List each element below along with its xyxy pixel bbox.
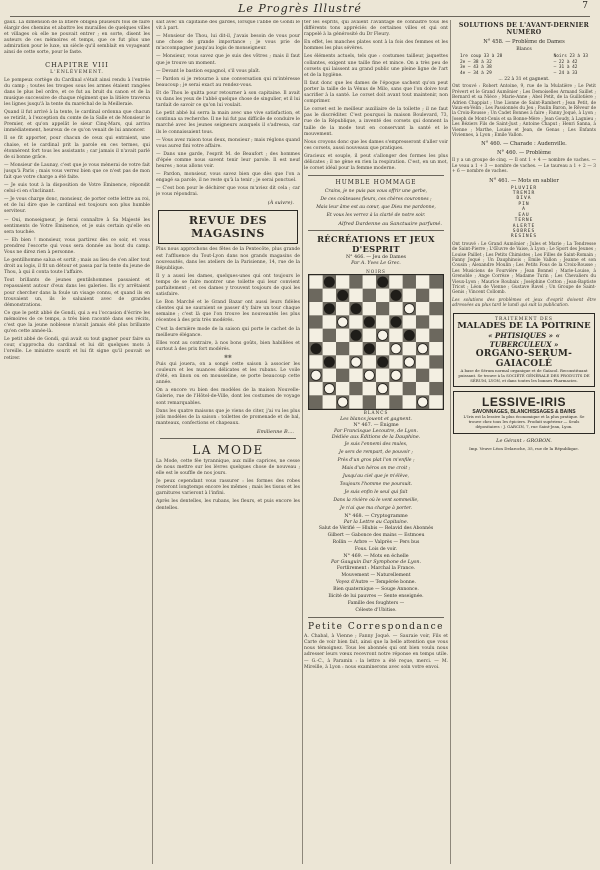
list-item: — 31 à 42 (553, 65, 578, 71)
board-square (376, 395, 389, 408)
board-square (389, 276, 402, 289)
board-square (349, 316, 362, 329)
advertisement-lessive-iris (453, 391, 595, 433)
board-square (349, 395, 362, 408)
board-square (389, 302, 402, 315)
list-item: Plus nous approchons des fêtes de la Pentecôte, plus grande est l'affluence du Tout-Lyon dans nos grands magasins de nouveautés, dans les ateliers de la Parisienne, 14, rue de la République. (156, 247, 300, 271)
list-item: SOBRES (512, 228, 536, 234)
list-item: Gilbert — Gabonce des mains — Estmoeu (327, 533, 425, 539)
list-item: — 22 à 42 (553, 59, 578, 65)
board-square (429, 395, 442, 408)
board-square (403, 276, 416, 289)
solutions-note: Les solutions des problèmes et jeux d'esprit doivent être adressées au plus tard le lundi qui suit la publication. (452, 297, 596, 309)
ad-body: L'Iris est la lessive la plus économique et la plus pratique. Se trouve chez tous les épiciers. Produit supérieur — Seuls dépositaires : J. GARCIN, 7, rue Saint-Jean, Lyon. (463, 414, 585, 430)
correspondance-title: Petite Correspondance (308, 622, 444, 633)
board-square (389, 329, 402, 342)
list-item: La Mode, cette fée tyrannique, aux mille caprices, ne cesse de nous mettre sur les lèvres quelques chose de nouveau ; elle est le souffle de nos jours. (156, 458, 300, 477)
board-square (403, 342, 416, 355)
ad-body: A base de Sérum normal organique et de Gaïacol. Reconstituant puissant. Se trouve à la SOCIÉTÉ GÉNÉRALE DES PRODUITS DE SÉRUM, LYON, et dans toutes les bonnes Pharmacies. (458, 368, 590, 383)
probleme2-title: N° 460. — Problème (497, 150, 551, 157)
black-piece (391, 290, 401, 300)
white-piece (364, 370, 374, 380)
ad-headline: MALADES DE LA POITRINE (457, 320, 591, 331)
board-square (336, 382, 349, 395)
board-square (323, 316, 336, 329)
black-piece (404, 330, 414, 340)
mode-paragraphs (156, 459, 300, 512)
black-piece (324, 277, 334, 287)
black-piece (351, 330, 361, 340)
black-piece (338, 290, 348, 300)
board-square (389, 382, 402, 395)
board-square (336, 302, 349, 315)
list-item: Près d'un gros plat l'on m'enfile ; (337, 458, 415, 464)
magasins-signature: Emilienne B.... (256, 428, 294, 435)
probleme-moves-right (554, 54, 588, 76)
board-square (349, 342, 362, 355)
section-ornament: ✻✻ (224, 354, 232, 360)
list-item: 4e — 34 à 29 (460, 70, 492, 76)
board-square (363, 382, 376, 395)
list-item: Ilicité de lui pauvres — Sente enseignée. (328, 594, 424, 600)
black-piece (378, 277, 388, 287)
list-item: Jusqu'au ciel que je m'élève, (342, 474, 410, 480)
list-item: Noirs 23 à 33 (553, 54, 588, 59)
list-item: — Oui, monseigneur, je ferai connaître à Sa Majesté les sentiments de Votre Éminence, et je suis certain qu'elle en sera touchée. (4, 217, 150, 235)
advertisement-organo-serum (453, 313, 595, 388)
board-square (336, 276, 349, 289)
white-piece (391, 344, 401, 354)
white-piece (378, 384, 388, 394)
board-square (336, 329, 349, 342)
column-solutions-ads (452, 20, 596, 864)
board-square (309, 289, 322, 302)
black-piece (324, 357, 334, 367)
board-square (429, 369, 442, 382)
board-square (389, 355, 402, 368)
list-item: PIN (518, 201, 530, 207)
column-rule (152, 20, 153, 864)
echelle-lines (304, 566, 448, 614)
board-square (363, 355, 376, 368)
column-corsets-and-games (304, 20, 448, 864)
board-square (416, 289, 429, 302)
sablier-title: N° 461. — Mots en sablier (489, 177, 559, 184)
board-square (323, 342, 336, 355)
board-square (309, 329, 322, 342)
black-piece (364, 317, 374, 327)
enigme-lines (304, 442, 448, 512)
board-square (416, 302, 429, 315)
enigme-author: Par Francisque Lecoutre, de Lyon. (333, 429, 418, 435)
board-square (376, 369, 389, 382)
ad-subheadline: « PHTISIQUES » « TUBERCULEUX » (488, 331, 560, 350)
list-item: — Dans une garde, l'esprit M. de Beaufort ; des hommes d'épée comme nous savent tenir leur parole. Il est neuf heures ; nous allons voir. (156, 151, 300, 169)
board-square (416, 276, 429, 289)
list-item: — 24 à 33 (553, 70, 578, 76)
story-fragment: gaux. La dimension de la litière obligea plusieurs fois de faire élargir des chemins et abattre les murailles de quelques villes et villages où elle ne pouvait entrer ; en sorte, disent les auteurs de ces mémoires et temps, que ce fut plus une admiration pour le luxe, un siècle qu'il semblait en voyageant ainsi de cette sorte, pour le faste. (4, 20, 150, 56)
list-item: — Vous avez raison tous deux, monsieur ; mais réglons quand vous aurez fini votre affaire. (156, 137, 300, 149)
board-square (309, 302, 322, 315)
list-item: DIVA (516, 196, 532, 202)
board-square (363, 276, 376, 289)
white-piece (418, 397, 428, 407)
board-top-label: NOIRS (366, 269, 386, 275)
board-square (363, 329, 376, 342)
list-item: Le gentilhomme salua et sortit ; mais au lieu de s'en aller tout droit au logis, il fit un détour et passa par la tente du jeune de Thou, à qui il conta toute l'affaire. (4, 258, 150, 276)
ad-product-name: ORGANO-SERUM-GAIACOLÉ (475, 349, 573, 370)
list-item: Et vous les verrez à la clarté de notre soir. (326, 213, 426, 219)
board-square (309, 395, 322, 408)
story-paragraphs (156, 20, 300, 198)
board-square (416, 316, 429, 329)
list-item: — Pardon si je retourne à une conversation qui m'intéresse beaucoup ; je serai exact au rendez-vous. (156, 76, 300, 88)
list-item: Nous croyons donc que les dames s'empresseront d'aller voir ces corsets, aussi nouveaux que pratiques. (304, 139, 448, 151)
white-piece (351, 357, 361, 367)
echelle-author: Par Gauguin Dar Symphone de Lyon. (330, 560, 422, 566)
column-story (4, 20, 150, 864)
list-item: En effet, les manches plates sont à la fois des femmes et les hommes les plus sévères. (304, 40, 448, 52)
list-item: Céleste d'Ubitise. (355, 608, 397, 614)
board-bottom-label: BLANCS (363, 410, 389, 416)
magasins-paragraphs (156, 247, 300, 353)
list-item: Je suis enfin le seul qui fait (344, 490, 408, 496)
recreations-title: RÉCRÉATIONS ET JEUX D'ESPRIT (317, 234, 435, 255)
board-square (403, 395, 416, 408)
list-item: — Je vous charge donc, monsieur, de porter cette lettre au roi, et de lui dire que le cardinal est toujours son plus humble serviteur. (4, 197, 150, 215)
list-item: EAU (518, 212, 530, 218)
list-item: Je suis l'ennemi des mules, (344, 442, 408, 448)
poem-author: Alfred Dardenne au Sanctuaire parfumé. (338, 221, 442, 228)
section-title-magasins: REVUE DES MAGASINS (158, 210, 298, 244)
probleme-title: N° 458. — Problème de Dames (483, 39, 565, 45)
list-item: ter les esprits, qui avaient l'avantage de connaître tous les différents tons appréciés de certaines villes et qui ont rappelé à la générosité du Dr Fleury. (304, 20, 448, 38)
white-piece (404, 357, 414, 367)
enigme-dedication: Dédiée aux Éditions de la Dauphine. (331, 435, 421, 441)
puzzle-author: Par A. Yves Le Grec. (351, 261, 401, 267)
list-item: Ce que le petit abbé de Gondi, qui a eu l'occasion d'écrire les mémoires de ce temps, a très bien raconté dans ses récits, c'est que la jeune noblesse n'avait jamais été plus brillante qu'en cette année-là. (4, 310, 150, 335)
list-item: Il y a aussi les dames, quelques-unes qui ont toujours le temps de se faire montrer une toilette qui leur convient parfaitement ; et ces dames y trouvent toujours de quoi les satisfaire. (156, 273, 300, 298)
enigme-title: N° 467. — Énigme (353, 423, 399, 429)
list-item: A (522, 207, 526, 213)
cryptogramme-title: N° 468. — Cryptogramme (344, 514, 408, 520)
list-item: — Je suis tout à la disposition de Votre Éminence, répondit celui-ci en s'inclinant. (4, 183, 150, 195)
to-be-continued: (À suivre). (267, 200, 294, 207)
board-square (336, 369, 349, 382)
divider (160, 438, 296, 439)
list-item: Crains, je ne puis pas vous offrir une gerbe, (324, 189, 428, 195)
board-square (403, 289, 416, 302)
list-item: Mais leur âme est au cœur, que Dieu me pardonne, (316, 205, 436, 211)
white-piece (338, 397, 348, 407)
list-item: Bien quaternique — Souge Annonce. (333, 587, 419, 593)
list-item: Salut de Vérifié — Hlubis — Relavid des Abonnés (318, 526, 434, 532)
list-item: 3e — 43 à 38 (460, 65, 492, 71)
list-item: Je peux cependant vous rassurer : les formes des robes resteront longtemps encore les mêmes ; mais les tissus et les garnitures varieront à l'infini. (156, 479, 300, 497)
list-item: — Eh bien ! monsieur, vous partirez dès ce soir, et vous prendrez l'escorte qui vous sera donnée au bout du camp. Vous ne direz rien à personne. (4, 237, 150, 255)
board-square (309, 355, 322, 368)
black-piece (391, 317, 401, 327)
page-number: 7 (582, 1, 588, 11)
list-item: De ces coûteuses fleurs, ces chères couronnes ; (320, 197, 432, 203)
divider (308, 617, 444, 618)
list-item: TERNE (514, 218, 534, 224)
list-item: Elles vont au contraire, à nos bons goûts, bien habillées et surtout à des prix fort modérés. (156, 340, 300, 352)
puzzle-number: N° 466. — Jeu de Dames (345, 255, 406, 261)
list-item: Dans les quatre maisons que je viens de citer, j'ai vu les plus jolis modèles de la saison : toilettes de promenade et de bal, manteaux, confections et chapeaux. (156, 408, 300, 426)
probleme-moves (452, 54, 596, 76)
board-square (376, 302, 389, 315)
list-item: Les éléments actuels, tels que : costumes tailleur, jaquettes collantes, exigent une taille fine et mince. On a très peu de corsets qui laissent au grand public une pleine ligne de l'art et de la hygiène. (304, 54, 448, 78)
board-square (323, 289, 336, 302)
board-square (429, 316, 442, 329)
charade-title: N° 460. — Charade : Audenville. (481, 141, 567, 148)
list-item: 2e — 38 à 32 (460, 59, 492, 65)
black-piece (378, 357, 388, 367)
imprint-line: Imp. Veuve Léon Delaroche, 35, rue de la République. (469, 445, 579, 451)
board-square (363, 395, 376, 408)
story-paragraphs (4, 78, 150, 362)
list-item: Et de Thou le quitta pour retourner à son capitaine. Il avait vu dans les yeux de l'abbé quelque chose de singulier, et il lui tardait de savoir ce qu'on lui voulait. (156, 90, 300, 109)
board-square (376, 289, 389, 302)
board-square (429, 276, 442, 289)
list-item: — Monsieur, vous savez que je suis des vôtres ; mais il faut que je trouve un moment. (156, 54, 300, 66)
list-item: Je n'ai que ma charge à porter. (340, 506, 412, 512)
board-square (376, 342, 389, 355)
board-square (349, 369, 362, 382)
section-title-mode: LA MODE (192, 442, 264, 457)
board-square (429, 355, 442, 368)
black-piece (311, 344, 321, 354)
list-item: ALERTE (512, 223, 536, 229)
list-item: On a encore vu bien des modèles de la maison Nouvelle-Galerie, rue de l'Hôtel-de-Ville, dont les costumes de voyage sont remarquables. (156, 388, 300, 406)
divider (308, 230, 444, 231)
list-item: — Monsieur de Launay, c'est que je vous mènerai de votre fait jusqu'à Paris ; mais vous verrez bien que ce n'est pas de mon fait que votre charge a été faite. (4, 162, 150, 180)
correspondance-text: A. Chabal, à Vienne ; Fanny Joqué. — Sauraie voir, Fils et Carte de voir bien fait, ainsi que la belle attention que vous nous témoignez. Tous les abonnés qui ont bien voulu nous adresser leurs vœux recevront notre réponse en temps utile. — G.-C., à Paramin : la lettre a été reçue, merci. — M. Mireille, à Lyon : nous examinerons avec soin votre envoi. (304, 634, 448, 670)
list-item: Fous. Lois de voir. (354, 547, 398, 553)
corset-paragraphs (304, 20, 448, 172)
board-square (429, 382, 442, 395)
list-item: C'est la dernière mode de la saison qui porte le cachet de la meilleure élégance. (156, 326, 300, 338)
black-piece (351, 304, 361, 314)
list-item: Le petit abbé de Gondi, qui avait su tout gagner pour faire sa cour, s'approcha du cardinal et lui dit quelques mots à l'oreille. Le ministre sourit et lui fit signe qu'il pouvait se retirer. (4, 337, 150, 361)
list-item: Famille des foughters — (347, 601, 405, 607)
ad-line: TRAITEMENT DES (495, 316, 553, 322)
ad-product-name: LESSIVE-IRIS (481, 395, 567, 410)
list-item: Fortlirement : Marchal la France. (336, 566, 416, 572)
board-square (416, 369, 429, 382)
white-piece (378, 330, 388, 340)
probleme-moves-left (460, 54, 502, 76)
poem-title: HUMBLE HOMMAGE (335, 179, 417, 187)
probleme2-text: Il y a un groupe de cinq. — Il ont 1 + 4 — nombre de vaches. — Le veau a 1 + 3 — nombre de vaches. — Le taureau a 1 + 2 — 3 + 6 — nombre de vaches. (452, 158, 596, 175)
board-caption: Les blancs jouent et gagnent. (340, 417, 412, 423)
checkers-board (308, 274, 444, 410)
cryptogramme-lines (304, 526, 448, 553)
white-piece (311, 370, 321, 380)
echelle-title: N° 469. — Mots en échelle (343, 554, 409, 560)
chapter-title: CHAPITRE VIII (45, 60, 109, 69)
board-square (416, 355, 429, 368)
black-piece (324, 304, 334, 314)
masthead-title: Le Progrès Illustré (238, 1, 362, 15)
list-item: Dans la rivière où le vent sommeille, (333, 498, 419, 504)
board-square (349, 289, 362, 302)
board-square (403, 382, 416, 395)
list-item: Il faut donc que les dames de l'époque sachent qu'on peut porter la taille de la Vénus de Milo, sans que l'on doive tout sacrifier à la santé. Le corset doit avant tout maintenir, non comprimer. (304, 80, 448, 105)
white-piece (338, 317, 348, 327)
board-square (363, 289, 376, 302)
white-piece (404, 304, 414, 314)
list-item: Quand il fut arrivé à la tente, le cardinal ordonna que chacun se retirât, à l'exception du comte de la Salle et de Monsieur le Premier, et qu'on appelât le sieur Cinq-Mars, qui arriva immédiatement, heureux de ce qu'on venait de lui annoncer. (4, 110, 150, 134)
sablier-words (452, 186, 596, 240)
chapter-subtitle: L'ENLÈVEMENT. (50, 69, 104, 75)
checkers-board-figure (308, 269, 444, 415)
board-square (416, 329, 429, 342)
list-item: Mouvement — Naturellement (341, 573, 411, 579)
list-item: Mais d'un héros on me croit ; (341, 466, 411, 472)
board-square (323, 329, 336, 342)
list-item: Le petit abbé lui serra la main avec une vive satisfaction, et continua sa recherche. Il ne lui fut pas difficile de conduire le marché avec les jeunes seigneurs auxquels il s'adressa, car ils le connaissaient tous. (156, 111, 300, 135)
board-square (309, 382, 322, 395)
list-item: sait avec un capitaine des gardes, lorsque l'abbé de Gondi le vit à part. (156, 20, 300, 32)
white-piece (324, 384, 334, 394)
board-square (323, 395, 336, 408)
list-item: — Monsieur de Thou, lui dit-il, j'avais besoin de vous pour une chose de grande importance ; je vous prie de m'accompagner jusqu'au logis de monseigneur. (156, 34, 300, 52)
white-piece (418, 344, 428, 354)
column-story-continued (156, 20, 300, 864)
column-rule (450, 20, 451, 864)
board-square (403, 316, 416, 329)
masthead (10, 0, 590, 17)
board-square (416, 382, 429, 395)
probleme-label: Blancs (516, 47, 532, 52)
list-item: Tout brillants de jeunes gentilshommes passaient et repassaient autour d'eux dans les galeries. Ils s'y arrêtaient pour chercher dans la foule un visage connu, et quand ils en trouvaient un, ils le saluaient avec de grandes démonstrations. (4, 278, 150, 308)
list-item: Le Bon Marché et le Grand Bazar ont aussi leurs fidèles clientes qui ne sauraient se passer d'y faire un tour chaque semaine ; c'est là que l'on trouve les nouveautés les plus récentes à des prix très modérés. (156, 300, 300, 324)
list-item: TREMIR (512, 191, 536, 197)
black-piece (364, 344, 374, 354)
board-square (309, 276, 322, 289)
board-square (429, 342, 442, 355)
board-square (349, 276, 362, 289)
solutions-title: SOLUTIONS DE L'AVANT-DERNIER NUMÉRO (458, 22, 590, 36)
list-item: PLUVIER (510, 185, 538, 191)
list-item: Rollin — Arbre — Valprès — Pers bus (332, 540, 420, 546)
list-item: — Pardon, monsieur, vous savez bien que dès que l'on a engagé sa parole, il ne reste qu'à la tenir ; je serai ponctuel. (156, 172, 300, 184)
gerant-line: Le Gérant : GROBON. (496, 437, 552, 444)
board-square (376, 316, 389, 329)
white-piece (391, 370, 401, 380)
list-item: Le pompeux cortège du Cardinal s'était ainsi rendu à l'entrée du camp ; toutes les troupes sous les armes étaient rangées dans le plus bel ordre, et ce fut au bruit du canon et de la musique successive de chaque régiment que la litière traversa les lignes jusqu'à la tente du maréchal de la Meilleraie. (4, 77, 150, 107)
board-square (309, 316, 322, 329)
board-square (429, 329, 442, 342)
divider (308, 175, 444, 176)
board-square (363, 302, 376, 315)
board-square (389, 395, 402, 408)
list-item: Puis qui jouera, on a songé cette saison à associer les couleurs et les nuances délicates et les rubans. Le voile d'été, en linon ou en mousseline, se porte beaucoup cette année. (156, 361, 300, 386)
list-item: Toujours l'homme me poursuit. (339, 482, 413, 488)
solvers-list: Ont trouvé : Robert Antoine, 9, rue de la Mulatière ; Le Petit Prévert et le Grand Aumônier ; Les Demoiselles Armand Saillet ; Bernard et sa Nièce ; Marie-Anne ; Abel Petit, de la Guillotière ; Adrien Chappiat ; Une Lionne de Saint-Rambert ; Jean Petit, de Vaux-en-Velin ; Les Passionnés du Jeu ; Paulin Baron, le Rêveur de la Croix-Rousse ; Un Cadet Bonnes à faire ; Fanny Joqué, à Lyon ; Joseph de Mont-Cenis et sa Bonne-Mère ; Jean Goudy, à Lagnieu ; Les Béziers Fils de Saint-Just ; Antoine Chaput ; Henri Sanna, à Vienne ; Marthe, Louise et Jean, de Genas ; Les Enfants Viviennes, à Lyon ; Emile Vallon. (452, 84, 596, 139)
board-square (349, 382, 362, 395)
probleme-note: ... 22 à 31 et gagnent. (498, 77, 550, 83)
solvers-list-2: Ont trouvé : Le Grand Aumônier ; Jules et Marie ; La Tendresse de Saint-Pierre ; L'Œuvre de Vaise, à Lyon ; Le Sport des Jeunes ; Louise Paillet ; Les Petits Chimistes ; Les Filles de Saint-Romain ; Fanny Joqué ; Un Dauphinois ; Émile Vallon ; Jeanne et son Cousin ; Alexandre Moulin ; Les Petits Fous de la Croix-Rousse ; Les Musiciens de Fourvière ; Jean Bonnel ; Marie-Louise, à Grenoble ; Ange Corrèze ; Madame Turin ; Les Chevaliers du Vieux-Lyon ; Maurice Roubaix ; Joséphine Cotton ; Jean-Baptiste Tricot ; Léon de Vienne ; Gustave Ravel ; Un Groupe de Saint-Genis ; Vincent Collomb. (452, 241, 596, 296)
board-square (336, 355, 349, 368)
column-rule (302, 20, 303, 864)
list-item: Après les dentelles, les rubans, les fleurs, et puis encore les dentelles. (156, 499, 300, 511)
board-square (403, 369, 416, 382)
board-square (336, 342, 349, 355)
board-square (429, 302, 442, 315)
list-item: Gracieux et souple, il peut s'allonger des formes les plus délicates ; il ne gène en rien la respiration. C'est, en un mot, le corset idéal pour la femme moderne. (304, 153, 448, 172)
board-square (429, 289, 442, 302)
list-item: 1re coup 33 à 28 (460, 54, 503, 59)
board-square (323, 369, 336, 382)
list-item: — C'est bon pour le déchirer que vous m'aviez dit cela ; car je vous répondrai. (156, 186, 300, 198)
magasins-paragraphs-2 (156, 362, 300, 427)
ad-headline: SAVONNAGES, BLANCHISSAGES & BAINS (472, 409, 576, 416)
list-item: Voyez d'Autre — Tempérée bonne. (336, 580, 416, 586)
list-item: Je sers de rempart, de pouvoir ; (339, 450, 413, 456)
poem-lines (304, 189, 448, 219)
cryptogramme-author: Par la Lettre au Capitaine. (343, 520, 409, 526)
list-item: — Devant le bastion espagnol, s'il vous plaît. (156, 68, 261, 74)
list-item: RESINES (510, 234, 538, 240)
list-item: Il se fit apporter, pour chacun de ceux qui entraient, une chaise, et le cardinal prit la parole en ces termes, qui étonnèrent fort tous les assistants ; car jamais il n'avait parlé de si bonne grâce. (4, 136, 150, 160)
list-item: Le corset est le meilleur auxiliaire de la toilette ; il ne faut pas le discréditer. C'est pourquoi la maison Boulevard, 73, rue de la République, a inventé des corsets qui donnent la taille de la mode tout en conservant la santé et le mouvement. (304, 107, 448, 137)
